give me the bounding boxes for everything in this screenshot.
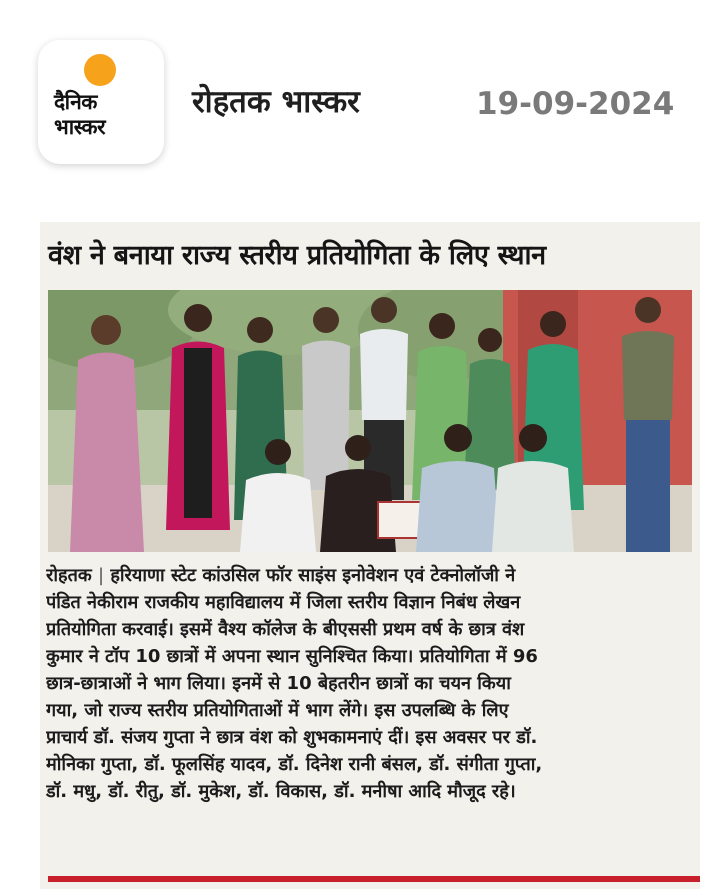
publication-logo[interactable]	[38, 40, 164, 164]
article-line: प्राचार्य डॉ. संजय गुप्ता ने छात्र वंश को शुभकामनाएं दीं। इस अवसर पर डॉ.	[46, 727, 538, 748]
article-line: पंडित नेकीराम राजकीय महाविद्यालय में जिला स्तरीय विज्ञान निबंध लेखन	[46, 592, 521, 613]
article-line: छात्र-छात्राओं ने भाग लिया। इनमें से 10 बेहतरीन छात्रों का चयन किया	[46, 673, 511, 694]
article-dateline: रोहतक	[46, 565, 92, 586]
article-line: डॉ. मधु, डॉ. रीतु, डॉ. मुकेश, डॉ. विकास, डॉ. मनीषा आदि मौजूद रहे।	[46, 781, 516, 802]
article-line	[46, 562, 696, 589]
publication-date: 19-09-2024	[476, 86, 675, 122]
article-line: कुमार ने टॉप 10 छात्रों में अपना स्थान सुनिश्चित किया। प्रतियोगिता में 96	[46, 646, 538, 667]
group-photo	[48, 290, 692, 552]
app-header	[0, 0, 713, 200]
logo-text-line1: दैनिक	[54, 90, 97, 114]
logo-text-line2: भास्कर	[54, 115, 106, 139]
article-line: मोनिका गुप्ता, डॉ. फूलसिंह यादव, डॉ. दिनेश रानी बंसल, डॉ. संगीता गुप्ता,	[46, 754, 543, 775]
sun-icon	[84, 54, 116, 86]
article-line: गया, जो राज्य स्तरीय प्रतियोगिताओं में भाग लेंगे। इस उपलब्धि के लिए	[46, 700, 509, 721]
article-body	[46, 562, 696, 805]
bottom-divider	[48, 876, 700, 882]
article-headline: वंश ने बनाया राज्य स्तरीय प्रतियोगिता के लिए स्थान	[48, 240, 546, 271]
publication-name: रोहतक भास्कर	[192, 84, 360, 120]
article-text: हरियाणा स्टेट कांउसिल फॉर साइंस इनोवेशन एवं टेक्नोलॉजी ने	[110, 565, 516, 586]
article-line: प्रतियोगिता करवाई। इसमें वैश्य कॉलेज के बीएससी प्रथम वर्ष के छात्र वंश	[46, 619, 525, 640]
dateline-separator: |	[97, 565, 105, 586]
